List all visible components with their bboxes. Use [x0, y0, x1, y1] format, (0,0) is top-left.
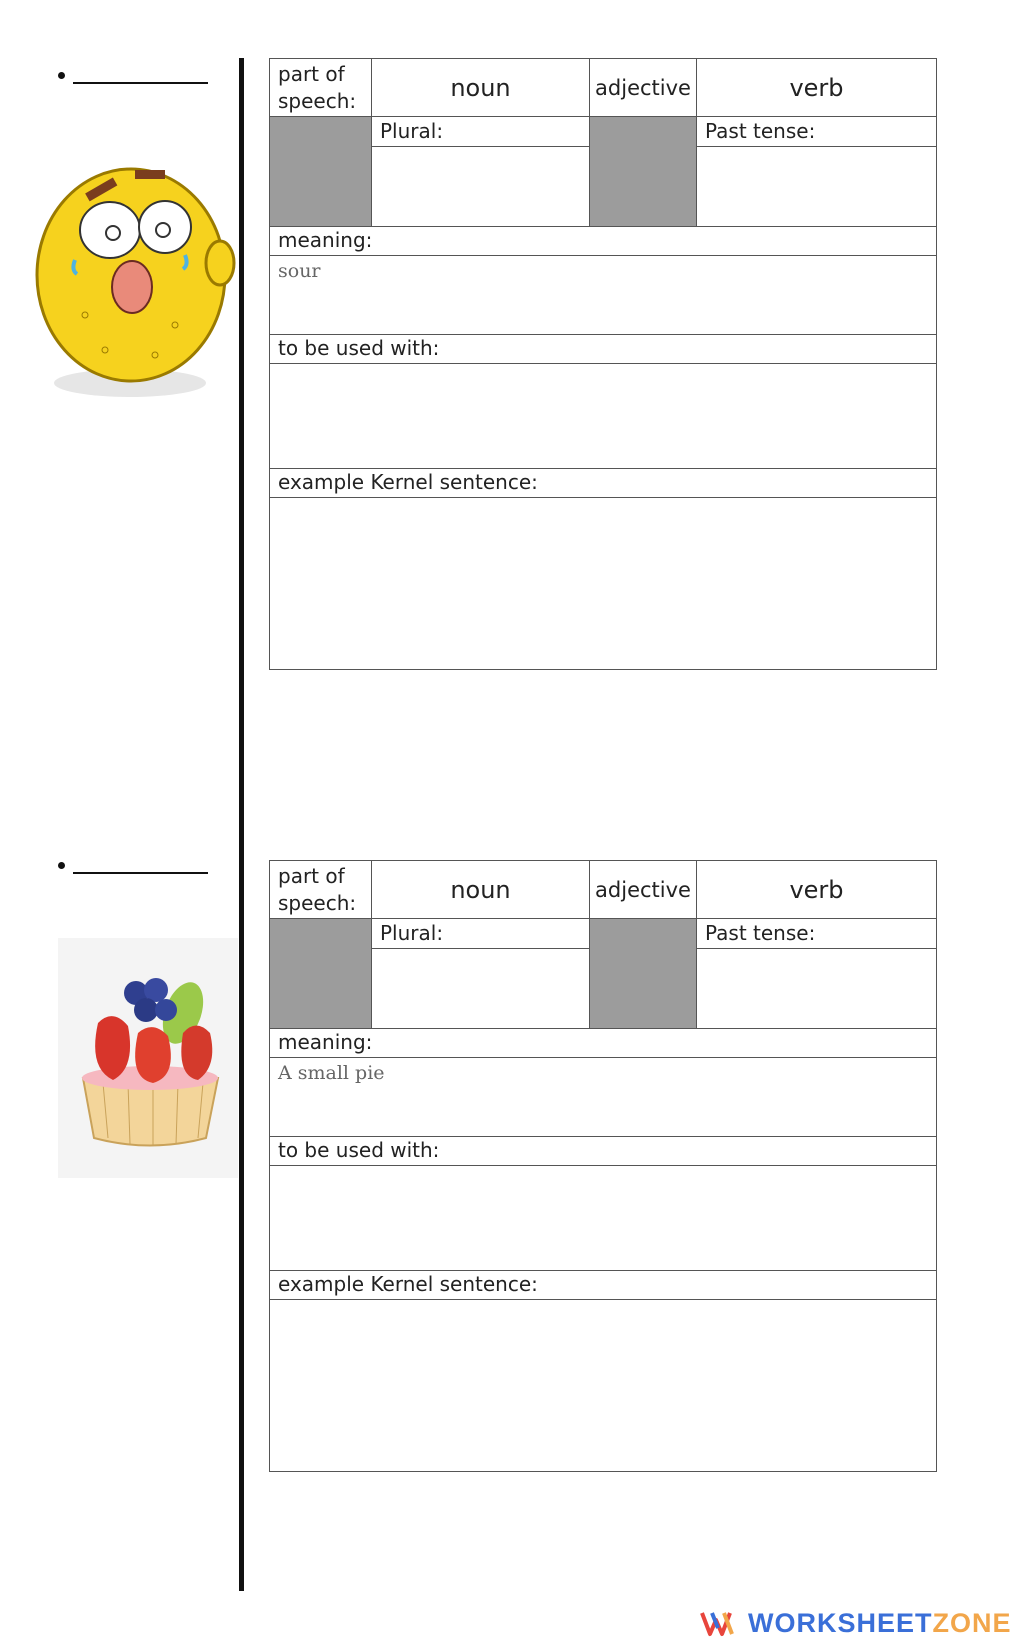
brand-wordmark [748, 1608, 1012, 1639]
page-divider-line [239, 58, 244, 1591]
worksheetzone-logo [700, 1606, 1012, 1640]
noun-option[interactable] [372, 861, 590, 919]
verb-option[interactable] [697, 861, 936, 919]
meaning-label: meaning: [278, 1030, 373, 1054]
meaning-header [270, 1029, 936, 1058]
adjective-label: adjective [595, 877, 691, 902]
part-of-speech-cell [270, 861, 372, 919]
plural-header [372, 919, 590, 949]
used-with-label: to be used with: [278, 336, 440, 360]
bullet-dot [58, 862, 65, 869]
sentence-header [270, 469, 936, 498]
word-blank-underline [73, 82, 208, 84]
verb-option[interactable] [697, 59, 936, 117]
part-of-speech-label: part of speech: [278, 864, 357, 915]
sentence-answer-box[interactable] [270, 1300, 936, 1471]
meaning-value: sour [278, 260, 321, 282]
used-with-answer-box[interactable] [270, 364, 936, 469]
plural-label: Plural: [380, 921, 444, 945]
past-tense-label: Past tense: [705, 119, 816, 143]
meaning-value: A small pie [278, 1062, 385, 1084]
past-tense-answer-box[interactable] [697, 147, 936, 227]
grey-block-right [590, 919, 697, 1029]
used-with-header [270, 1137, 936, 1166]
plural-header [372, 117, 590, 147]
used-with-header [270, 335, 936, 364]
verb-label: verb [789, 875, 844, 904]
past-tense-header [697, 919, 936, 949]
word-blank-1[interactable] [58, 64, 208, 84]
adjective-option[interactable] [590, 861, 697, 919]
plural-answer-box[interactable] [372, 147, 590, 227]
sentence-answer-box[interactable] [270, 498, 936, 669]
sentence-label: example Kernel sentence: [278, 470, 538, 494]
meaning-header [270, 227, 936, 256]
w-logo-icon [700, 1608, 740, 1638]
plural-label: Plural: [380, 119, 444, 143]
used-with-label: to be used with: [278, 1138, 440, 1162]
used-with-answer-box[interactable] [270, 1166, 936, 1271]
past-tense-label: Past tense: [705, 921, 816, 945]
word-blank-2[interactable] [58, 854, 208, 874]
part-of-speech-cell [270, 59, 372, 117]
fruit-tart-image [58, 938, 238, 1178]
meaning-answer-box[interactable] [270, 256, 936, 335]
noun-option[interactable] [372, 59, 590, 117]
brand-part-1: WORKSHEET [748, 1607, 933, 1638]
vocab-card-1 [269, 58, 937, 670]
adjective-label: adjective [595, 75, 691, 100]
past-tense-header [697, 117, 936, 147]
vocab-card-2 [269, 860, 937, 1472]
word-blank-underline [73, 872, 208, 874]
noun-label: noun [450, 875, 511, 904]
grey-block-right [590, 117, 697, 227]
brand-part-2: ZONE [932, 1607, 1012, 1638]
sentence-label: example Kernel sentence: [278, 1272, 538, 1296]
past-tense-answer-box[interactable] [697, 949, 936, 1029]
grey-block-left [270, 117, 372, 227]
bullet-dot [58, 72, 65, 79]
plural-answer-box[interactable] [372, 949, 590, 1029]
noun-label: noun [450, 73, 511, 102]
adjective-option[interactable] [590, 59, 697, 117]
grey-block-left [270, 919, 372, 1029]
part-of-speech-label: part of speech: [278, 62, 357, 113]
sentence-header [270, 1271, 936, 1300]
lemon-image [25, 135, 235, 400]
verb-label: verb [789, 73, 844, 102]
meaning-answer-box[interactable] [270, 1058, 936, 1137]
meaning-label: meaning: [278, 228, 373, 252]
